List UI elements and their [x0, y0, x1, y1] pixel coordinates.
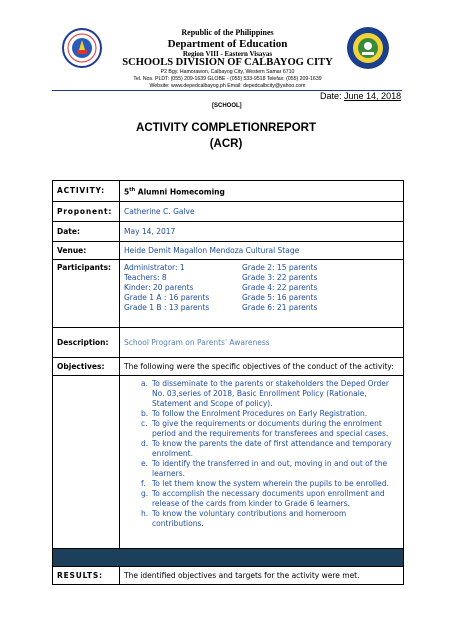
activity-value	[120, 181, 404, 202]
objective-item: d. To know the parents the date of first attendance and temporary enrolment.	[141, 439, 392, 458]
objectives-list-cell	[120, 376, 404, 549]
date-row-label: Date:	[53, 222, 120, 242]
venue-label: Venue:	[53, 242, 120, 260]
objective-item: b. To follow the Enrolment Procedures on Early Registration.	[141, 409, 368, 418]
date-line	[320, 91, 401, 101]
objective-item: e. To identify the transferred in and out, moving in and out of the learners.	[141, 459, 388, 478]
republic-line: Republic of the Philippines	[181, 28, 274, 37]
description-row	[53, 328, 404, 358]
shaded-divider	[53, 549, 404, 567]
activity-row	[53, 181, 404, 202]
objective-item: g. To accomplish the necessary documents upon enrollment and release of the cards from kinder to Grade 6 learners.	[141, 489, 385, 508]
participant-item: Grade 2: 15 parents	[242, 263, 318, 272]
objectives-intro: The following were the specific objectives of the conduct of the activity:	[120, 358, 404, 376]
activity-name: Alumni Homecoming	[135, 187, 225, 197]
report-subtitle: (ACR)	[209, 138, 243, 150]
objectives-list-row	[53, 376, 404, 549]
results-label: RESULTS:	[53, 567, 120, 585]
description-label: Description:	[53, 328, 120, 358]
activity-label: ACTIVITY:	[53, 181, 120, 202]
region-line: Region VIII - Eastern Visayas	[182, 50, 273, 58]
participants-row	[53, 260, 404, 328]
participants-value	[120, 260, 404, 328]
participant-item: Grade 1 B : 13 parents	[124, 303, 210, 312]
division-line: SCHOOLS DIVISION OF CALBAYOG CITY	[122, 57, 333, 68]
website-line: Website: www.depedcalbayog.ph Email: depedcalbcity@yahoo.com	[149, 83, 306, 89]
participant-item: Grade 3: 22 parents	[242, 273, 318, 282]
shaded-divider-row	[53, 549, 404, 567]
participant-item: Grade 6: 21 parents	[242, 303, 318, 312]
objectives-intro-row	[53, 358, 404, 376]
participant-item: Grade 1 A : 16 parents	[124, 293, 210, 302]
venue-value: Heide Demit Magallon Mendoza Cultural Stage	[120, 242, 404, 260]
objective-item: f. To let them know the system wherein the pupils to be enrolled.	[141, 479, 389, 488]
participant-item: Teachers: 8	[124, 273, 167, 282]
date-label: Date:	[320, 91, 342, 101]
description-value: School Program on Parents' Awareness	[120, 328, 404, 358]
date-value: June 14, 2018	[344, 91, 402, 101]
venue-row	[53, 242, 404, 260]
proponent-value: Catherine C. Galve	[120, 202, 404, 222]
tel-line: Tel. Nos. PLDT: (055) 209-1639 GLOBE - (055) 533-9518 Telefax: (055) 209-1639	[133, 76, 322, 82]
results-value: The identified objectives and targets for the activity were met.	[120, 567, 404, 585]
report-title: ACTIVITY COMPLETIONREPORT	[136, 122, 316, 134]
proponent-row	[53, 202, 404, 222]
results-row	[53, 567, 404, 585]
objectives-list	[124, 379, 399, 529]
participants-label: Participants:	[53, 260, 120, 328]
proponent-label: Proponent:	[53, 202, 120, 222]
objective-item: a. To disseminate to the parents or stakeholders the Deped Order No. 03,series of 2018, Basic Enrollment Policy (Rationale, Statement and Scope of policy).	[141, 379, 389, 408]
objective-item: c. To give the requirements or documents during the enrolment period and the requirements for transferees and special cases.	[141, 419, 389, 438]
participant-item: Grade 5: 16 parents	[242, 293, 318, 302]
activity-sup: th	[129, 186, 136, 193]
school-tag: [SCHOOL]	[212, 103, 242, 109]
objective-item: h. To know the voluntary contributions and homeroom contributions.	[141, 509, 347, 528]
participant-item: Kinder: 20 parents	[124, 283, 194, 292]
department-line: Department of Education	[167, 38, 288, 50]
participant-item: Administrator: 1	[124, 263, 185, 272]
participant-item: Grade 4: 22 parents	[242, 283, 318, 292]
activity-number: 5	[124, 187, 130, 197]
acr-table	[52, 180, 404, 585]
address-line: P2 Bgy. Hamorawon, Calbayog City, Western Samar 6710	[160, 69, 295, 75]
objectives-label: Objectives:	[53, 358, 120, 376]
objectives-spacer	[53, 376, 120, 549]
date-row	[53, 222, 404, 242]
date-row-value: May 14, 2017	[120, 222, 404, 242]
